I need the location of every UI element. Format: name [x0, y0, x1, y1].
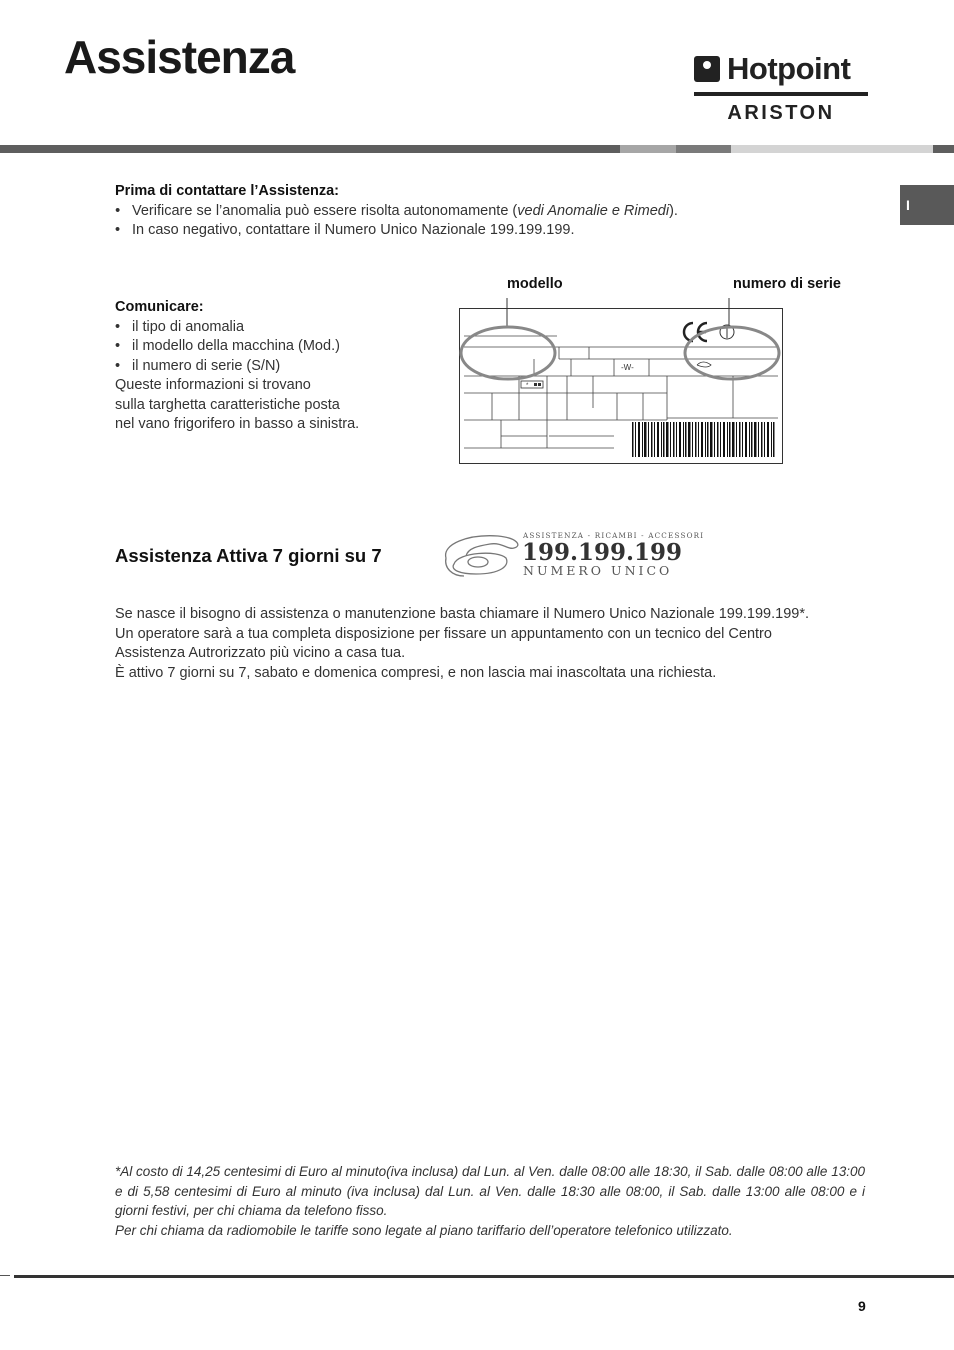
language-tab: I [900, 185, 954, 225]
body-line: Un operatore sarà a tua completa disposizione per fissare un appuntamento con un tecnico del Centro [115, 625, 772, 642]
page-number: 9 [858, 1298, 866, 1314]
list-item-text: il tipo di anomalia [132, 318, 245, 335]
list-item: • Verificare se l’anomalia può essere risolta autonomamente (vedi Anomalie e Rimedi). [115, 202, 678, 219]
before-contact-section [115, 182, 875, 241]
header-bar-segment [620, 145, 676, 153]
hotline-number: 199.199.199 [522, 539, 683, 566]
list-item-text: il modello della macchina (Mod.) [132, 338, 340, 354]
list-item: • il tipo di anomalia [115, 318, 435, 338]
communicate-section [115, 298, 435, 435]
list-item: • In caso negativo, contattare il Numero Unico Nazionale 199.199.199. [115, 221, 875, 241]
header-bar-segment [731, 145, 933, 153]
list-item-text: ). [669, 202, 678, 219]
list-item: • il numero di serie (S/N) [115, 357, 435, 377]
body-line: È attivo 7 giorni su 7, sabato e domenica compresi, e non lascia mai inascoltata una richiesta. [115, 664, 717, 681]
note-line: nel vano frigorifero in basso a sinistra. [115, 416, 360, 432]
list-item-text: il numero di serie (S/N) [132, 357, 281, 374]
brand-sub: ARISTON [727, 102, 835, 124]
svg-text:*: * [526, 383, 529, 389]
svg-text:-W-: -W- [621, 363, 634, 372]
model-label: modello [507, 276, 563, 292]
note-line: sulla targhetta caratteristiche posta [115, 396, 340, 413]
footnote [115, 1162, 865, 1240]
telephone-icon [446, 536, 518, 576]
cross-reference-link: vedi Anomalie e Rimedi [517, 202, 670, 219]
rating-plate-diagram [459, 308, 783, 464]
communicate-heading: Comunicare: [115, 299, 204, 315]
hotline-bottom-text: NUMERO UNICO [523, 563, 673, 578]
body-line: Se nasce il bisogno di assistenza o manutenzione basta chiamare il Numero Unico Nazionale 199.199.199*. [115, 606, 809, 622]
footnote-paragraph: *Al costo di 14,25 centesimi di Euro al minuto(iva inclusa) dal Lun. al Ven. dalle 08:00 alle 18:30, il Sab. dalle 08:00 alle 13:00 e di 5,58 centesimi di Euro al minuto (iva inclusa) dal Lun. al Ven. dalle 18:30 alle 08:00, il Sab. dalle 13:00 alle 08:00 e i giorni festivi, per chi chiama da telefono fisso. [115, 1164, 865, 1218]
footnote-paragraph: Per chi chiama da radiomobile le tariffe sono legate al piano tariffario dell’operatore telefonico utilizzato. [115, 1222, 733, 1238]
header-bar-segment [0, 145, 620, 153]
footer-rule [14, 1275, 954, 1278]
before-contact-heading: Prima di contattare l’Assistenza: [115, 183, 340, 199]
brand-logo [694, 52, 868, 128]
service-heading: Assistenza Attiva 7 giorni su 7 [115, 545, 382, 566]
body-line: Assistenza Autrorizzato più vicino a casa tua. [115, 645, 406, 661]
brand-mark-icon [694, 56, 720, 82]
list-item: • il modello della macchina (Mod.) [115, 337, 435, 357]
footer-tick [0, 1275, 10, 1276]
serial-label: numero di serie [733, 276, 841, 292]
brand-rule [694, 92, 868, 96]
brand-name: Hotpoint [727, 51, 851, 86]
note-line: Queste informazioni si trovano [115, 377, 311, 393]
service-body [115, 605, 875, 683]
header-bar-segment [933, 145, 954, 153]
hotline-top-text: ASSISTENZA - RICAMBI - ACCESSORI [523, 531, 705, 540]
list-item-text: Verificare se l’anomalia può essere risolta autonomamente ( [132, 202, 518, 219]
hotline-logo [440, 528, 705, 580]
page-title: Assistenza [64, 31, 295, 83]
list-item-text: In caso negativo, contattare il Numero Unico Nazionale 199.199.199. [132, 222, 575, 238]
header-bar-segment [676, 145, 731, 153]
